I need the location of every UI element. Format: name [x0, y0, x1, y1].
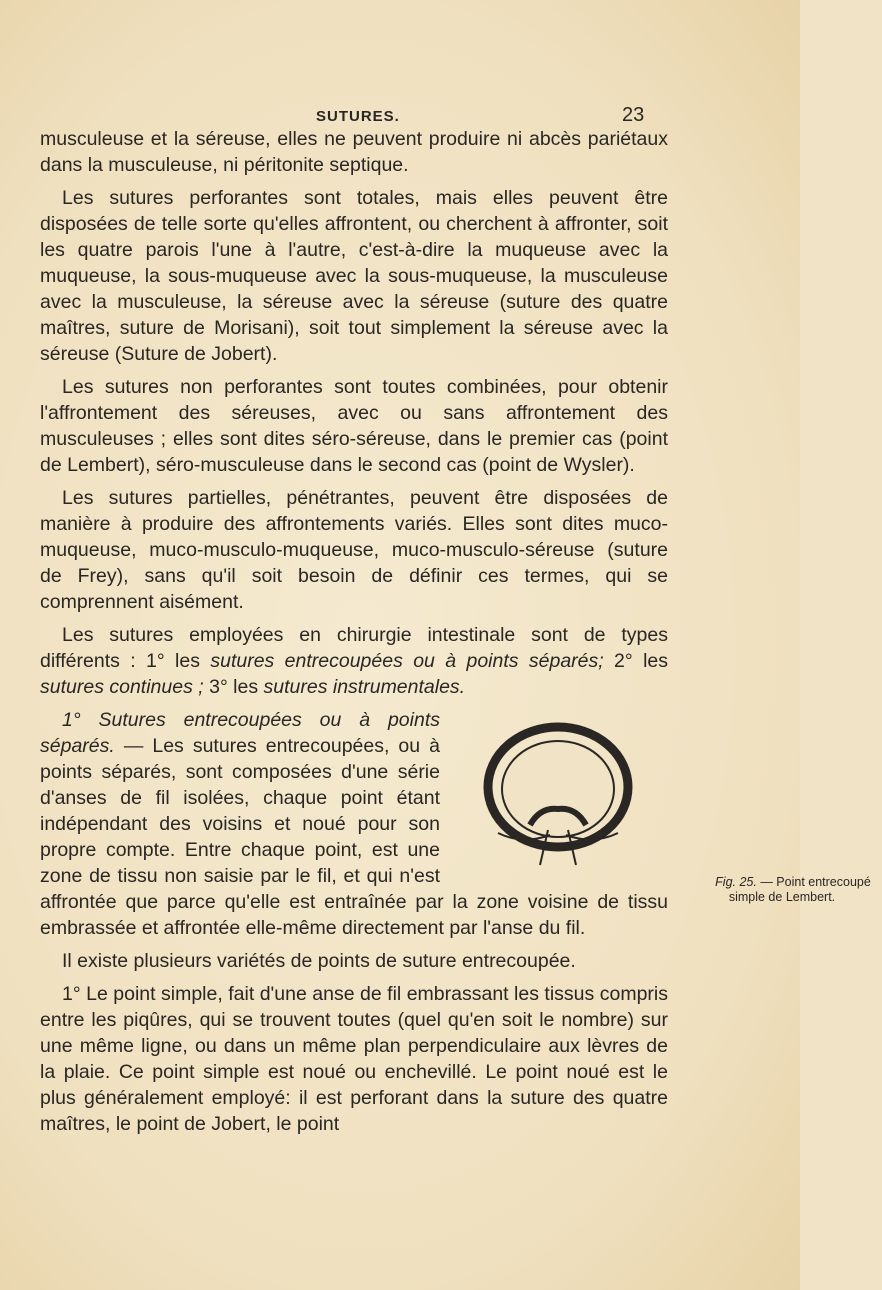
- paragraph-4: Les sutures partielles, pénétrantes, peuvent être disposées de manière à produire des affrontements variés. Elles sont dites muco-muqueuse, muco-musculo-muqueuse, muco-musculo-séreuse (suture de Frey), sans qu'il soit besoin de définir ces termes, qui se comprennent aisément.: [40, 487, 668, 613]
- page-number: 23: [622, 104, 645, 126]
- running-head: SUTURES.: [316, 108, 400, 125]
- p5-italic-b: sutures entrecoupées ou à points séparés;: [210, 650, 604, 672]
- paragraph-7: Il existe plusieurs variétés de points de suture entrecoupée.: [62, 950, 576, 972]
- paragraph-8: 1° Le point simple, fait d'une anse de fil embrassant les tissus compris entre les piqûres, qui se trouvent toutes (quel qu'en soit le nombre) sur une même ligne, ou dans un même plan perpendiculaire aux lèvres de la plaie. Ce point simple est noué ou enchevillé. Le point noué est le plus généralement employé: il est perforant dans la suture des quatre maîtres, le point de Jobert, le point: [40, 983, 668, 1135]
- paragraph-6-body: — Les sutures entrecoupées, ou à points séparés, sont composées d'une série d'anses de fil isolées, chaque point étant indépendant des voisins et noué pour son propre compte. Entre chaque point, est une zone de tissu non saisie par le fil, et qui n'est affrontée que parce qu'elle est entraînée par la zone voisine de tissu embrassée et affrontée elle-même directement par l'anse du fil.: [40, 735, 668, 939]
- paragraph-2: Les sutures perforantes sont totales, mais elles peuvent être disposées de telle sorte qu'elles affrontent, ou cherchent à affronter, soit les quatre parois l'une à l'autre, c'est-à-dire la muqueuse avec la muqueuse, la sous-muqueuse avec la sous-muqueuse, la musculeuse avec la musculeuse, la séreuse avec la séreuse (suture des quatre maîtres, suture de Morisani), soit tout simplement la séreuse avec la séreuse (Suture de Jobert).: [40, 187, 668, 365]
- figure-wrap-area: [40, 707, 871, 974]
- p5-text-e: 3° les: [203, 676, 264, 698]
- figure-label: Fig. 25.: [715, 875, 757, 889]
- figure-caption: [682, 875, 882, 905]
- p5-text-a: Les sutures employées en chirurgie intestinale sont de types différents : 1° les: [40, 624, 668, 672]
- paragraph-5: [40, 622, 668, 700]
- p5-italic-d: sutures continues ;: [40, 676, 204, 698]
- lembert-suture-illustration: [468, 715, 648, 875]
- paragraph-6: [40, 707, 871, 941]
- figure-caption-text: — Point entrecoupé simple de Lembert.: [728, 875, 871, 904]
- p5-italic-f: sutures instrumentales.: [263, 676, 466, 698]
- section-heading: 1° Sutures entrecoupées ou à points séparés.: [40, 709, 440, 757]
- inner-suture-loop: [502, 741, 614, 837]
- body-text: [40, 126, 871, 1137]
- paragraph-1: musculeuse et la séreuse, elles ne peuvent produire ni abcès pariétaux dans la musculeuse, ni péritonite septique.: [40, 128, 668, 176]
- p5-text-c: 2° les: [603, 650, 669, 672]
- figure-25: [446, 715, 871, 904]
- paragraph-3: Les sutures non perforantes sont toutes combinées, pour obtenir l'affrontement des séreuses, avec ou sans affrontement des musculeuses ; elles sont dites séro-séreuse, dans le premier cas (point de Lembert), séro-musculeuse dans le second cas (point de Wysler).: [40, 376, 668, 476]
